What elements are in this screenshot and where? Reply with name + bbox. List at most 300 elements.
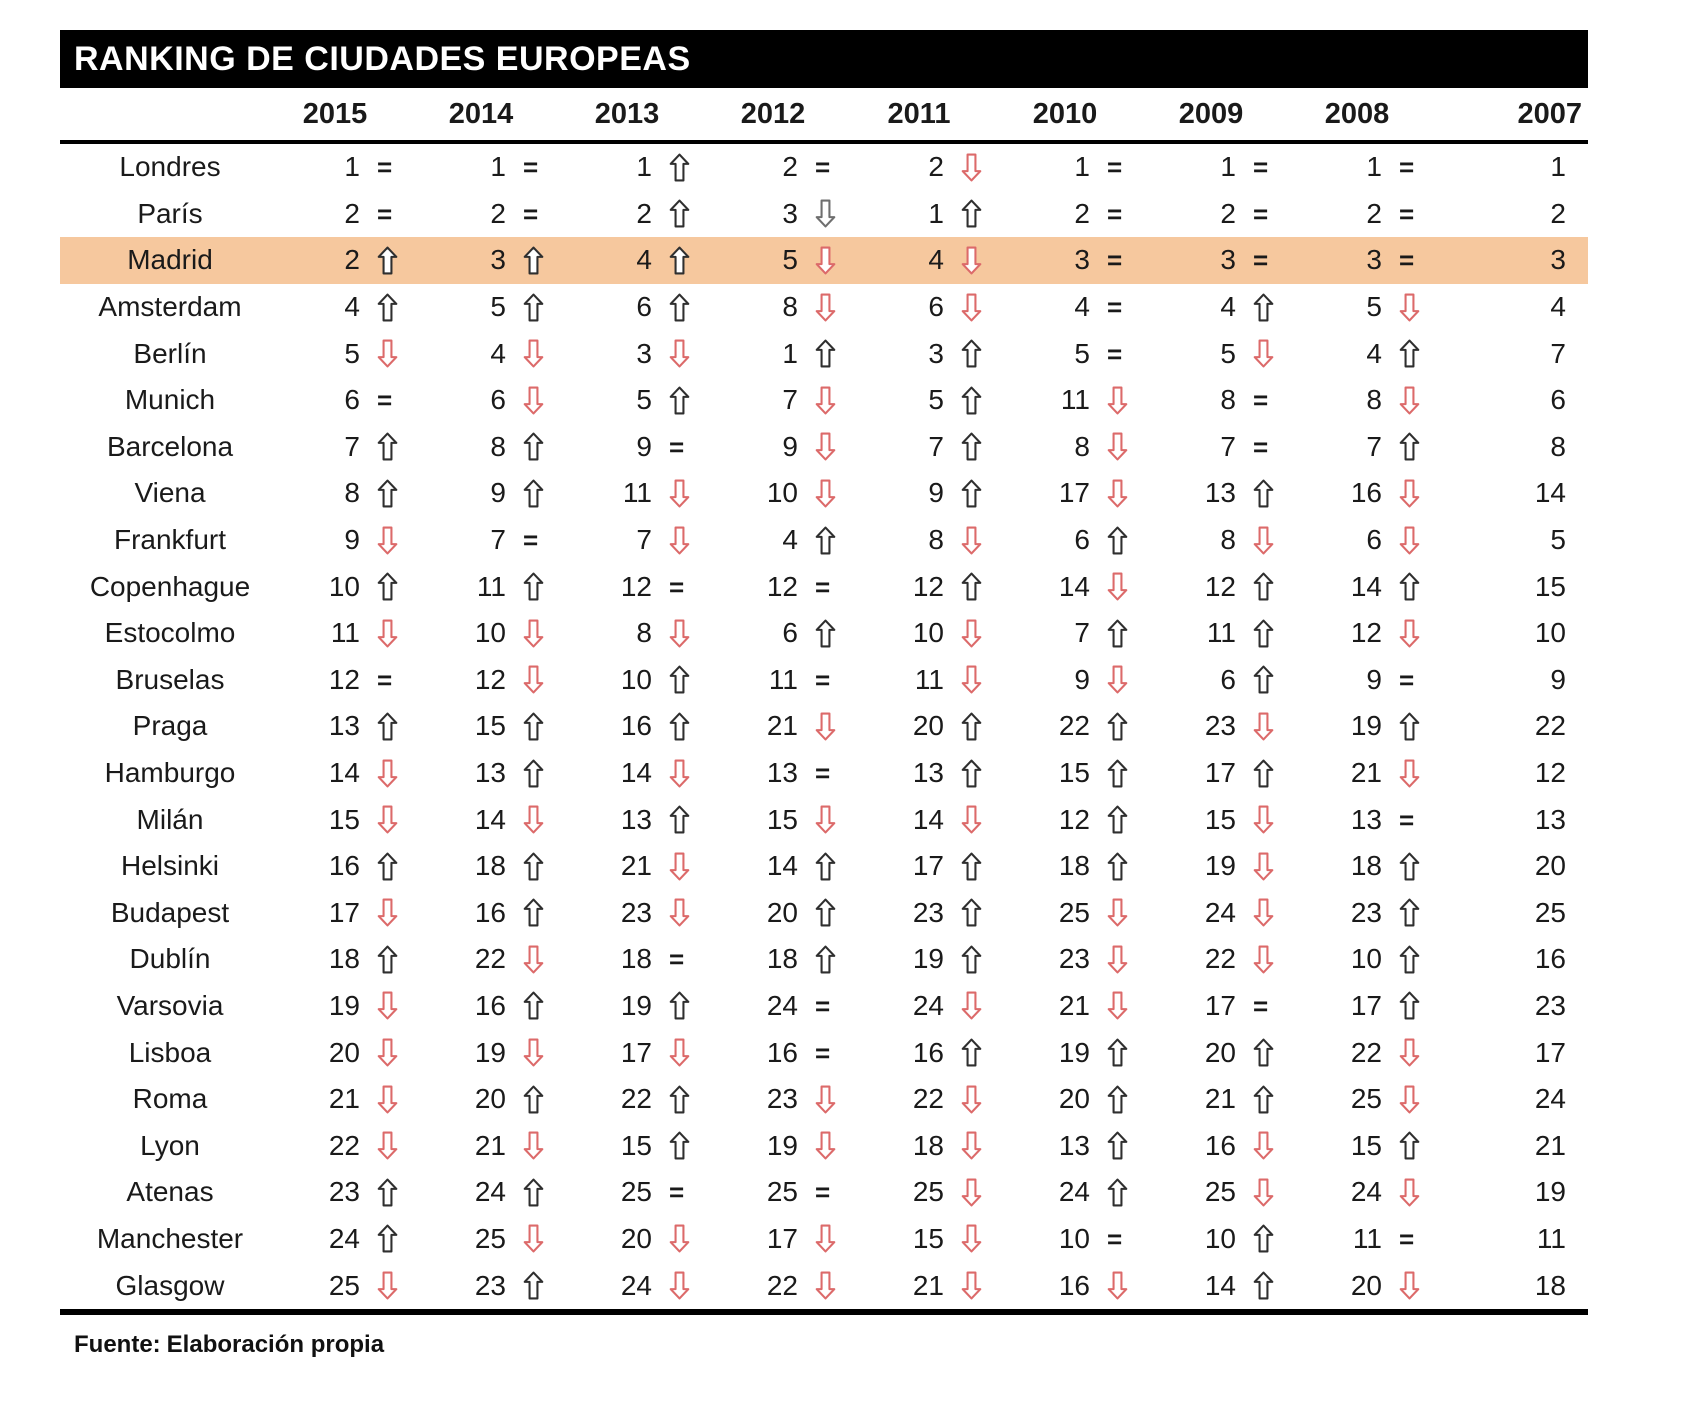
rank-value: 22	[620, 1083, 652, 1115]
trend-indicator	[652, 983, 718, 1030]
trend-indicator	[652, 424, 718, 471]
rank-value: 9	[1074, 663, 1090, 695]
rank-value: 1	[636, 151, 652, 183]
equals-sign: =	[1399, 152, 1415, 183]
trend-indicator	[1236, 470, 1302, 517]
rank-value: 19	[1534, 1176, 1566, 1208]
rank-value: 22	[1204, 943, 1236, 975]
trend-indicator	[944, 1169, 1010, 1216]
equals-sign: =	[1107, 198, 1123, 229]
down-arrow-icon	[377, 526, 398, 555]
rank-value: 20	[474, 1083, 506, 1115]
rank-value: 17	[766, 1222, 798, 1254]
up-arrow-icon	[1107, 852, 1128, 881]
down-arrow-icon	[961, 1085, 982, 1114]
trend-indicator	[944, 890, 1010, 937]
trend-indicator	[1090, 330, 1156, 377]
rank-value: 13	[766, 757, 798, 789]
trend-indicator	[360, 750, 426, 797]
trend-indicator	[360, 1216, 426, 1263]
equals-sign: =	[669, 944, 685, 975]
trend-indicator	[506, 703, 572, 750]
rank-value: 21	[912, 1269, 944, 1301]
rank-value: 1	[1074, 151, 1090, 183]
down-arrow-icon	[815, 199, 836, 228]
rank-value: 23	[766, 1083, 798, 1115]
rank-value: 12	[1350, 617, 1382, 649]
rank-value: 2	[1074, 197, 1090, 229]
trend-indicator	[652, 144, 718, 191]
up-arrow-icon	[523, 991, 544, 1020]
rank-value: 6	[782, 617, 798, 649]
trend-indicator	[798, 377, 864, 424]
equals-sign: =	[523, 152, 539, 183]
trend-indicator	[944, 1076, 1010, 1123]
table-row	[60, 1262, 1588, 1309]
up-arrow-icon	[961, 432, 982, 461]
rank-value: 10	[1350, 943, 1382, 975]
trend-indicator	[652, 237, 718, 284]
trend-indicator	[360, 517, 426, 564]
trend-indicator	[1090, 563, 1156, 610]
rank-value: 17	[1350, 989, 1382, 1021]
rank-value: 21	[1350, 757, 1382, 789]
trend-indicator	[506, 517, 572, 564]
equals-sign: =	[815, 990, 831, 1021]
down-arrow-icon	[377, 619, 398, 648]
trend-indicator	[798, 284, 864, 331]
trend-indicator	[652, 657, 718, 704]
rank-value: 23	[620, 896, 652, 928]
trend-indicator	[1090, 610, 1156, 657]
trend-indicator	[1382, 284, 1448, 331]
trend-indicator	[1382, 517, 1448, 564]
trend-indicator	[1090, 1169, 1156, 1216]
up-arrow-icon	[1399, 898, 1420, 927]
rank-value: 23	[1204, 710, 1236, 742]
trend-indicator	[1236, 1216, 1302, 1263]
rank-value: 3	[1366, 244, 1382, 276]
table-row	[60, 424, 1588, 471]
rank-value: 23	[912, 896, 944, 928]
city-name: Milán	[136, 803, 204, 835]
trend-indicator	[506, 983, 572, 1030]
trend-indicator	[652, 191, 718, 238]
trend-indicator	[360, 191, 426, 238]
ranking-table	[60, 30, 1588, 1315]
rank-value: 16	[1058, 1269, 1090, 1301]
equals-sign: =	[669, 571, 685, 602]
up-arrow-icon	[1253, 1224, 1274, 1253]
down-arrow-icon	[1107, 665, 1128, 694]
up-arrow-icon	[1253, 759, 1274, 788]
rank-value: 6	[1220, 663, 1236, 695]
rank-value: 7	[1220, 430, 1236, 462]
rank-value: 15	[620, 1129, 652, 1161]
rank-value: 22	[1058, 710, 1090, 742]
down-arrow-icon	[815, 1271, 836, 1300]
down-arrow-icon	[961, 619, 982, 648]
equals-sign: =	[1253, 245, 1269, 276]
equals-sign: =	[669, 431, 685, 462]
trend-indicator	[798, 424, 864, 471]
rank-value: 11	[1352, 1222, 1382, 1254]
down-arrow-icon	[1107, 945, 1128, 974]
rank-value: 24	[474, 1176, 506, 1208]
down-arrow-icon	[961, 1131, 982, 1160]
city-name: Praga	[132, 710, 208, 742]
trend-indicator	[1090, 1122, 1156, 1169]
equals-sign: =	[815, 1037, 831, 1068]
up-arrow-icon	[1399, 712, 1420, 741]
trend-indicator	[798, 470, 864, 517]
trend-indicator	[506, 1216, 572, 1263]
rank-value: 19	[1204, 850, 1236, 882]
trend-indicator	[1236, 1122, 1302, 1169]
rank-value: 11	[1536, 1222, 1566, 1254]
rank-value: 25	[1350, 1083, 1382, 1115]
up-arrow-icon	[815, 898, 836, 927]
trend-indicator	[1236, 796, 1302, 843]
down-arrow-icon	[1399, 526, 1420, 555]
down-arrow-icon	[1253, 898, 1274, 927]
city-name: Hamburgo	[104, 757, 236, 789]
trend-indicator	[506, 424, 572, 471]
equals-sign: =	[1107, 245, 1123, 276]
down-arrow-icon	[1253, 1178, 1274, 1207]
rank-value: 25	[1058, 896, 1090, 928]
trend-indicator	[1382, 330, 1448, 377]
trend-indicator	[1382, 144, 1448, 191]
trend-indicator	[1382, 890, 1448, 937]
rank-value: 14	[1204, 1269, 1236, 1301]
city-name: Manchester	[96, 1222, 244, 1254]
table-row	[60, 284, 1588, 331]
rank-value: 7	[1074, 617, 1090, 649]
rank-value: 2	[782, 151, 798, 183]
trend-indicator	[798, 1122, 864, 1169]
rank-value: 19	[328, 989, 360, 1021]
trend-indicator	[798, 191, 864, 238]
trend-indicator	[1236, 330, 1302, 377]
rank-value: 22	[766, 1269, 798, 1301]
table-row	[60, 237, 1588, 284]
rank-value: 23	[1058, 943, 1090, 975]
rank-value: 8	[928, 524, 944, 556]
rank-value: 17	[328, 896, 360, 928]
rank-value: 13	[1058, 1129, 1090, 1161]
rank-value: 10	[328, 570, 360, 602]
equals-sign: =	[815, 758, 831, 789]
equals-sign: =	[1107, 1223, 1123, 1254]
equals-sign: =	[669, 1177, 685, 1208]
trend-indicator	[506, 330, 572, 377]
trend-indicator	[506, 563, 572, 610]
down-arrow-icon	[377, 991, 398, 1020]
down-arrow-icon	[1107, 386, 1128, 415]
equals-sign: =	[1399, 804, 1415, 835]
trend-indicator	[360, 237, 426, 284]
year-header: 2014	[448, 97, 514, 130]
equals-sign: =	[1399, 1223, 1415, 1254]
up-arrow-icon	[815, 619, 836, 648]
trend-indicator	[652, 1122, 718, 1169]
city-name: Roma	[132, 1083, 208, 1115]
down-arrow-icon	[669, 759, 690, 788]
trend-indicator	[1090, 1262, 1156, 1309]
rank-value: 4	[1550, 291, 1566, 323]
trend-indicator	[1090, 517, 1156, 564]
table-row	[60, 377, 1588, 424]
rank-value: 16	[1350, 477, 1382, 509]
rank-value: 10	[620, 663, 652, 695]
table-row	[60, 983, 1588, 1030]
trend-indicator	[360, 144, 426, 191]
rank-value: 25	[620, 1176, 652, 1208]
trend-indicator	[798, 563, 864, 610]
down-arrow-icon	[1399, 386, 1420, 415]
up-arrow-icon	[1253, 1085, 1274, 1114]
down-arrow-icon	[961, 153, 982, 182]
up-arrow-icon	[669, 1085, 690, 1114]
trend-indicator	[652, 1169, 718, 1216]
rank-value: 2	[344, 197, 360, 229]
trend-indicator	[506, 237, 572, 284]
rank-value: 17	[620, 1036, 652, 1068]
trend-indicator	[798, 1216, 864, 1263]
rank-value: 19	[1058, 1036, 1090, 1068]
rank-value: 13	[328, 710, 360, 742]
trend-indicator	[1382, 983, 1448, 1030]
up-arrow-icon	[669, 293, 690, 322]
down-arrow-icon	[669, 898, 690, 927]
source-text: Elaboración propia	[166, 1330, 385, 1358]
rank-value: 8	[344, 477, 360, 509]
trend-indicator	[1090, 424, 1156, 471]
up-arrow-icon	[523, 1178, 544, 1207]
rank-value: 13	[1350, 803, 1382, 835]
rank-value: 23	[328, 1176, 360, 1208]
down-arrow-icon	[1107, 898, 1128, 927]
table-row	[60, 1029, 1588, 1076]
table-row	[60, 843, 1588, 890]
rank-value: 8	[1074, 430, 1090, 462]
trend-indicator	[652, 750, 718, 797]
up-arrow-icon	[377, 246, 398, 275]
trend-indicator	[506, 191, 572, 238]
up-arrow-icon	[815, 852, 836, 881]
down-arrow-icon	[523, 339, 544, 368]
down-arrow-icon	[815, 432, 836, 461]
equals-sign: =	[1107, 338, 1123, 369]
equals-sign: =	[1107, 152, 1123, 183]
trend-indicator	[1090, 1216, 1156, 1263]
up-arrow-icon	[961, 572, 982, 601]
trend-indicator	[1090, 284, 1156, 331]
trend-indicator	[1382, 1169, 1448, 1216]
table-body	[60, 144, 1588, 1315]
trend-indicator	[506, 610, 572, 657]
city-name: Glasgow	[115, 1269, 225, 1301]
trend-indicator	[1382, 563, 1448, 610]
up-arrow-icon	[1253, 572, 1274, 601]
rank-value: 24	[1350, 1176, 1382, 1208]
trend-indicator	[360, 983, 426, 1030]
rank-value: 4	[1366, 337, 1382, 369]
rank-value: 18	[474, 850, 506, 882]
up-arrow-icon	[377, 479, 398, 508]
trend-indicator	[1236, 657, 1302, 704]
rank-value: 12	[1204, 570, 1236, 602]
trend-indicator	[1236, 936, 1302, 983]
trend-indicator	[360, 1076, 426, 1123]
trend-indicator	[1382, 470, 1448, 517]
up-arrow-icon	[377, 572, 398, 601]
trend-indicator	[1090, 1029, 1156, 1076]
down-arrow-icon	[815, 386, 836, 415]
down-arrow-icon	[377, 339, 398, 368]
up-arrow-icon	[961, 386, 982, 415]
rank-value: 21	[766, 710, 798, 742]
trend-indicator	[506, 1122, 572, 1169]
trend-indicator	[798, 657, 864, 704]
down-arrow-icon	[1107, 991, 1128, 1020]
rank-value: 16	[1534, 943, 1566, 975]
trend-indicator	[944, 563, 1010, 610]
down-arrow-icon	[1253, 945, 1274, 974]
up-arrow-icon	[1107, 1038, 1128, 1067]
up-arrow-icon	[1107, 526, 1128, 555]
up-arrow-icon	[377, 432, 398, 461]
table-title-bar	[60, 30, 1588, 88]
trend-indicator	[1236, 237, 1302, 284]
rank-value: 15	[912, 1222, 944, 1254]
rank-value: 8	[1550, 430, 1566, 462]
up-arrow-icon	[669, 712, 690, 741]
city-name: Bruselas	[115, 663, 225, 695]
rank-value: 24	[766, 989, 798, 1021]
rank-value: 23	[1534, 989, 1566, 1021]
trend-indicator	[944, 377, 1010, 424]
source-note	[60, 1331, 1706, 1359]
rank-value: 13	[912, 757, 944, 789]
up-arrow-icon	[1253, 1271, 1274, 1300]
trend-indicator	[944, 750, 1010, 797]
rank-value: 15	[1058, 757, 1090, 789]
trend-indicator	[798, 330, 864, 377]
trend-indicator	[798, 750, 864, 797]
rank-value: 21	[1204, 1083, 1236, 1115]
rank-value: 18	[328, 943, 360, 975]
rank-value: 1	[490, 151, 506, 183]
table-row	[60, 610, 1588, 657]
city-name: Frankfurt	[113, 524, 227, 556]
rank-value: 5	[928, 384, 944, 416]
year-header: 2007	[1517, 97, 1582, 130]
trend-indicator	[798, 237, 864, 284]
down-arrow-icon	[961, 1224, 982, 1253]
trend-indicator	[1382, 237, 1448, 284]
down-arrow-icon	[815, 1224, 836, 1253]
trend-indicator	[360, 330, 426, 377]
trend-indicator	[652, 703, 718, 750]
down-arrow-icon	[669, 1271, 690, 1300]
rank-value: 3	[928, 337, 944, 369]
equals-sign: =	[815, 664, 831, 695]
table-row	[60, 1216, 1588, 1263]
rank-value: 25	[766, 1176, 798, 1208]
trend-indicator	[1236, 191, 1302, 238]
equals-sign: =	[815, 1177, 831, 1208]
table-row	[60, 750, 1588, 797]
rank-value: 12	[474, 663, 506, 695]
rank-value: 7	[782, 384, 798, 416]
trend-indicator	[1382, 1216, 1448, 1263]
rank-value: 20	[766, 896, 798, 928]
equals-sign: =	[1399, 198, 1415, 229]
trend-indicator	[944, 470, 1010, 517]
up-arrow-icon	[961, 712, 982, 741]
up-arrow-icon	[1253, 665, 1274, 694]
rank-value: 16	[328, 850, 360, 882]
up-arrow-icon	[523, 852, 544, 881]
trend-indicator	[506, 890, 572, 937]
rank-value: 6	[636, 291, 652, 323]
up-arrow-icon	[377, 1178, 398, 1207]
rank-value: 4	[1220, 291, 1236, 323]
down-arrow-icon	[1253, 1131, 1274, 1160]
trend-indicator	[944, 657, 1010, 704]
rank-value: 11	[1060, 384, 1090, 416]
up-arrow-icon	[1253, 1038, 1274, 1067]
source-label: Fuente:	[74, 1330, 161, 1358]
trend-indicator	[360, 796, 426, 843]
up-arrow-icon	[1399, 572, 1420, 601]
up-arrow-icon	[1107, 1085, 1128, 1114]
rank-value: 15	[328, 803, 360, 835]
trend-indicator	[506, 843, 572, 890]
up-arrow-icon	[669, 246, 690, 275]
trend-indicator	[360, 424, 426, 471]
down-arrow-icon	[815, 479, 836, 508]
rank-value: 1	[782, 337, 798, 369]
rank-value: 18	[912, 1129, 944, 1161]
down-arrow-icon	[523, 1038, 544, 1067]
city-name: Atenas	[126, 1176, 214, 1208]
up-arrow-icon	[815, 945, 836, 974]
trend-indicator	[798, 1169, 864, 1216]
city-name: Lyon	[140, 1129, 200, 1161]
trend-indicator	[944, 703, 1010, 750]
equals-sign: =	[815, 571, 831, 602]
trend-indicator	[506, 936, 572, 983]
trend-indicator	[944, 936, 1010, 983]
up-arrow-icon	[961, 898, 982, 927]
trend-indicator	[1236, 610, 1302, 657]
up-arrow-icon	[1107, 1131, 1128, 1160]
rank-value: 13	[1534, 803, 1566, 835]
rank-value: 10	[474, 617, 506, 649]
rank-value: 14	[620, 757, 652, 789]
trend-indicator	[1236, 377, 1302, 424]
down-arrow-icon	[523, 1224, 544, 1253]
down-arrow-icon	[1107, 572, 1128, 601]
rank-value: 14	[328, 757, 360, 789]
rank-value: 20	[1350, 1269, 1382, 1301]
rank-value: 2	[1220, 197, 1236, 229]
up-arrow-icon	[1399, 852, 1420, 881]
rank-value: 8	[1220, 384, 1236, 416]
